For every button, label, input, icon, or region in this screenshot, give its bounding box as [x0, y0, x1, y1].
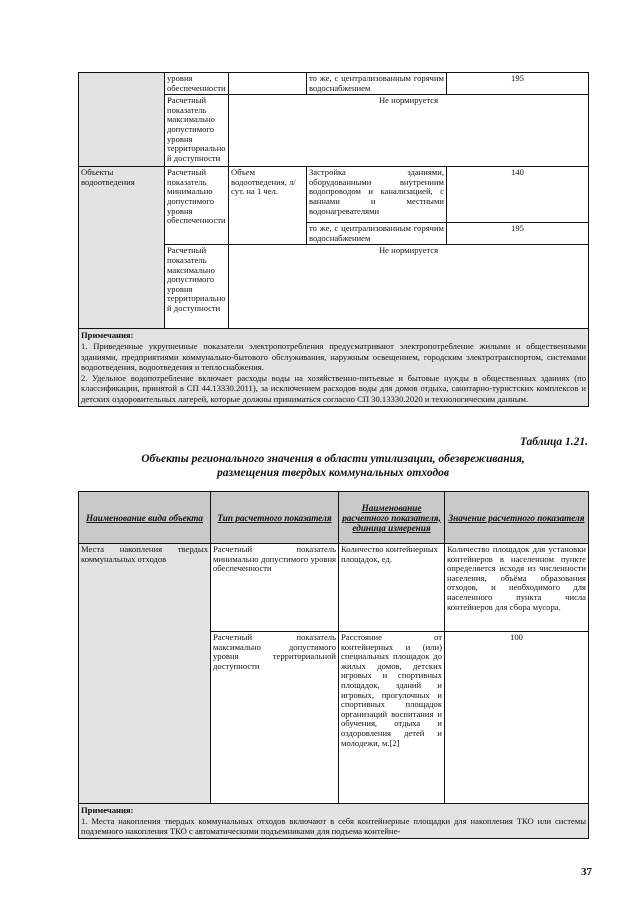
notes-cell	[79, 804, 589, 839]
cell-object-type: Объекты водоотведения	[79, 167, 165, 329]
cell-empty	[229, 73, 307, 95]
table-row-notes	[79, 804, 589, 839]
cell-indicator-name: Количество контейнерных площадок, ед.	[339, 544, 445, 632]
cell-indicator-type: Расчетный показатель максимально допустимого уровня территориальной доступности	[165, 95, 229, 167]
notes-title: Примечания:	[81, 330, 134, 341]
cell-indicator-type: Расчетный показатель минимально допустимого уровня обеспеченности	[165, 167, 229, 245]
cell-indicator-value: Количество площадок для установки контейнеров в населенном пункте определяется исходя из численности населения, объёма образования отходов, и необходимого для населенного пункта числа контейнеров для сбора мусора.	[445, 544, 589, 632]
cell-value: 140	[447, 167, 589, 223]
table-row-notes	[79, 329, 589, 406]
cell-indicator-name: Расстояние от контейнерных и (или) специальных площадок до жилых домов, детских игровых и спортивных площадок, зданий и игровых, прогулочных и спортивных площадок организаций воспитания и обучения, отдыха и оздоровления детей и молодежи, м.[2]	[339, 632, 445, 804]
header-indicator-value: Значение расчетного показателя	[445, 492, 589, 544]
cell-indicator-type: Расчетный показатель максимально допустимого уровня территориальной доступности	[211, 632, 339, 804]
cell-indicator-type: Расчетный показатель максимально допустимого уровня территориальной доступности	[165, 245, 229, 329]
cell-development-type: то же, с централизованным горячим водоснабжением	[307, 73, 447, 95]
header-object-type: Наименование вида объекта	[79, 492, 211, 544]
cell-object-type: Места накопления твердых коммунальных отходов	[79, 544, 211, 804]
cell-not-regulated: Не нормируется	[229, 245, 589, 329]
cell-indicator-value: 100	[445, 632, 589, 804]
note-1: 1. Приведенные укрупненные показатели электропотребления предусматривают электропотребление жилыми и общественными зданиями, предприятиями коммунально-бытового обслуживания, наружным освещением, городским электротранспортом, системами водоотведения, водоотведения и теплоснабжения.	[81, 340, 586, 373]
note-1: 1. Места накопления твердых коммунальных отходов включают в себя контейнерные площадки для накопления ТКО или системы подземного накопления ТКО с автоматическими подъемниками для подъема контейне-	[81, 815, 586, 837]
table-water-continuation	[78, 72, 589, 407]
table-row	[79, 167, 589, 223]
table-waste-objects	[78, 491, 589, 839]
table-row	[79, 73, 589, 95]
cell-not-regulated: Не нормируется	[229, 95, 589, 167]
table-caption: Таблица 1.21.	[519, 436, 588, 448]
note-2: 2. Удельное водопотребление включает расходы воды на хозяйственно-питьевые и бытовые нужды в общественных зданиях (по классификации, принятой в СП 44.13330.2011), за исключением расходов воды для домов отдыха, санитарно-туристских комплексов и детских оздоровительных лагерей, которые должны приниматься согласно СП 30.13330.2020 и технологическим данным.	[81, 372, 586, 404]
cell-indicator-type: уровня обеспеченности	[165, 73, 229, 95]
table-row	[79, 544, 589, 632]
table-title	[78, 452, 588, 480]
table-title-line-1: Объекты регионального значения в области утилизации, обезвреживания,	[141, 453, 525, 465]
header-indicator-name: Наименование расчетного показателя, единица измерения	[339, 492, 445, 544]
cell-value: 195	[447, 73, 589, 95]
cell-value: 195	[447, 223, 589, 245]
notes-title: Примечания:	[81, 805, 134, 815]
page-number: 37	[581, 866, 592, 878]
table-header-row	[79, 492, 589, 544]
table-title-line-2: размещения твердых коммунальных отходов	[216, 467, 450, 479]
notes-cell	[79, 329, 589, 406]
header-indicator-type: Тип расчетного показателя	[211, 492, 339, 544]
cell-indicator-type: Расчетный показатель минимально допустимого уровня обеспеченности	[211, 544, 339, 632]
cell-indicator-name: Объем водоотведения, л/сут. на 1 чел.	[229, 167, 307, 245]
cell-empty	[79, 73, 165, 167]
cell-development-type: Застройка зданиями, оборудованными внутренним водопроводом и канализацией, с ваннами и местными водонагревателями	[307, 167, 447, 223]
cell-development-type: то же, с централизованным горячим водоснабжением	[307, 223, 447, 245]
